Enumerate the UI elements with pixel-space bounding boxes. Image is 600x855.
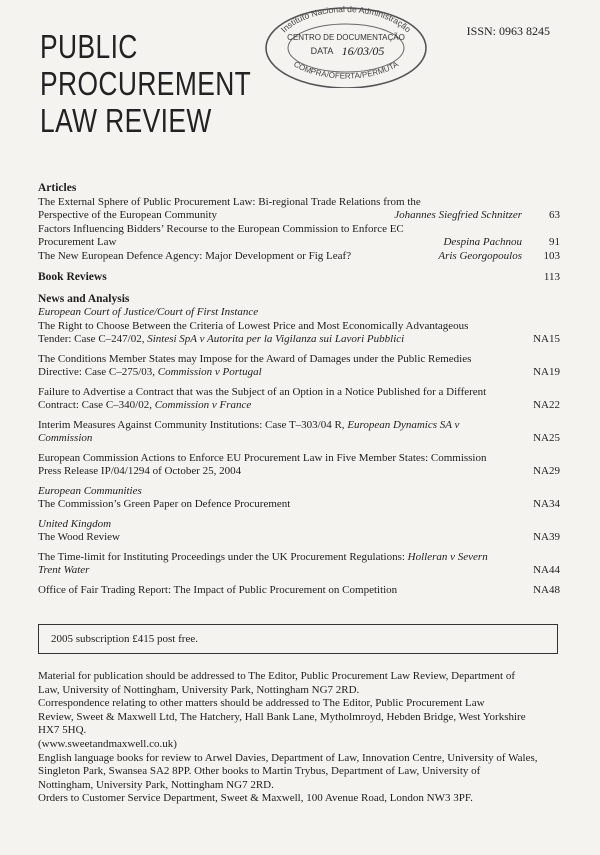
stamp-ring-bottom: COMPRA/OFERTA/PERMUTA [292, 59, 400, 81]
news-entry[interactable]: United Kingdom The Wood Review NA39 [38, 517, 560, 543]
masthead-line: LAW REVIEW [40, 102, 212, 139]
page-number: NA29 [533, 465, 560, 477]
article-author: Aris Georgopoulos [438, 249, 522, 262]
article-author: Johannes Siegfried Schnitzer [394, 209, 522, 221]
footer-line: Singleton Park, Swansea SA2 8PP. Other books to Martin Trybus, Department of Law, University of [38, 765, 481, 778]
news-subheading: United Kingdom [38, 517, 112, 530]
page-number: NA44 [533, 564, 560, 576]
subscription-box [38, 624, 558, 654]
subscription-text: 2005 subscription £415 post free. [51, 633, 198, 645]
footer-line: Law, University of Nottingham, University Park, Nottingham NG7 2RD. [38, 683, 360, 696]
news-heading: News and Analysis [38, 292, 130, 305]
table-of-contents [38, 180, 560, 597]
page-number: NA48 [533, 583, 560, 596]
news-entry[interactable]: Interim Measures Against Community Institutions: Case T–303/04 R, European Dynamics SA v Commission NA25 [38, 418, 560, 444]
footer-line: Material for publication should be addressed to The Editor, Public Procurement Law Review, Department of [38, 670, 516, 682]
footer-line: Review, Sweet & Maxwell Ltd, The Hatchery, Hall Bank Lane, Mytholmroyd, Hebden Bridge, West Yorkshire [38, 710, 526, 723]
stamp-date-label: DATA [310, 46, 334, 56]
news-subheading: European Court of Justice/Court of First Instance [38, 306, 259, 318]
news-entry[interactable]: European Commission Actions to Enforce EU Procurement Law in Five Member States: Commission Press Release IP/04/1294 of October 25, 2004 NA29 [38, 451, 560, 477]
stamp-center-title: CENTRO DE DOCUMENTAÇÃO [287, 33, 405, 42]
article-author: Despina Pachnou [443, 236, 522, 248]
page-number: 103 [543, 249, 560, 262]
page-number: NA39 [533, 531, 560, 543]
footer-line: HX7 5HQ. [38, 724, 87, 737]
stamp-date-value: 16/03/05 [341, 44, 385, 58]
news-entry[interactable]: Office of Fair Trading Report: The Impact of Public Procurement on Competition NA48 [38, 583, 560, 596]
articles-heading: Articles [38, 182, 77, 194]
book-reviews-entry[interactable] [38, 271, 560, 285]
news-entry[interactable]: European Communities The Commission’s Green Paper on Defence Procurement NA34 [38, 484, 560, 510]
page-number: 91 [549, 236, 560, 248]
article-entry[interactable]: The New European Defence Agency: Major Development or Fig Leaf? Aris Georgopoulos 103 [38, 249, 560, 262]
masthead-line: PUBLIC [40, 28, 138, 65]
library-stamp [262, 4, 430, 88]
footer-line: Orders to Customer Service Department, Sweet & Maxwell, 100 Avenue Road, London NW3 3PF. [38, 792, 473, 805]
footer-line: English language books for review to Arwel Davies, Department of Law, Innovation Centre, University of Wales, [38, 751, 538, 764]
website-link[interactable]: (www.sweetandmaxwell.co.uk) [38, 737, 177, 750]
issn: ISSN: 0963 8245 [466, 24, 550, 38]
news-entry[interactable]: The Time-limit for Instituting Proceedings under the UK Procurement Regulations: Holleran v Severn Trent Water NA44 [38, 550, 560, 576]
svg-text:Instituto Nacional de Administ [279, 4, 414, 35]
page-number: NA34 [533, 498, 560, 510]
news-entry[interactable]: Failure to Advertise a Contract that was the Subject of an Option in a Notice Published for a Different Contract: Case C–340/02, Commission v France NA22 [38, 385, 560, 411]
article-entry[interactable]: Factors Influencing Bidders’ Recourse to the European Commission to Enforce EC Procurement Law Despina Pachnou 91 [38, 222, 560, 248]
article-entry[interactable]: The External Sphere of Public Procurement Law: Bi-regional Trade Relations from the Perspective of the European Community Johannes Siegfried Schnitzer 63 [38, 195, 560, 221]
news-entry[interactable]: The Conditions Member States may Impose for the Award of Damages under the Public Remedies Directive: Case C–275/03, Commission v Portugal NA19 [38, 352, 560, 378]
news-subheading: European Communities [38, 484, 142, 497]
journal-masthead [40, 28, 251, 139]
masthead-line: PROCUREMENT [40, 65, 252, 102]
footer-line: Correspondence relating to other matters should be addressed to The Editor, Public Procurement Law [38, 697, 485, 710]
svg-text:COMPRA/OFERTA/PERMUTA [292, 59, 400, 80]
page-number: 63 [549, 209, 560, 221]
news-entry[interactable]: The Right to Choose Between the Criteria of Lowest Price and Most Economically Advantageous Tender: Case C–247/02, Sintesi SpA v Autorita per la Vigilanza sui Lavori Pubblici NA15 [38, 319, 560, 345]
page-number: NA22 [533, 399, 560, 411]
publisher-notes [38, 670, 563, 806]
stamp-ring-top: Instituto Nacional de Administração [278, 4, 414, 35]
book-reviews-heading: Book Reviews [38, 271, 107, 283]
page-number: NA19 [533, 366, 560, 378]
page-number: NA25 [533, 432, 560, 444]
page-number: 113 [543, 271, 560, 283]
footer-line: Nottingham, University Park, Nottingham NG7 2RD. [38, 778, 274, 791]
page-number: NA15 [533, 333, 560, 345]
